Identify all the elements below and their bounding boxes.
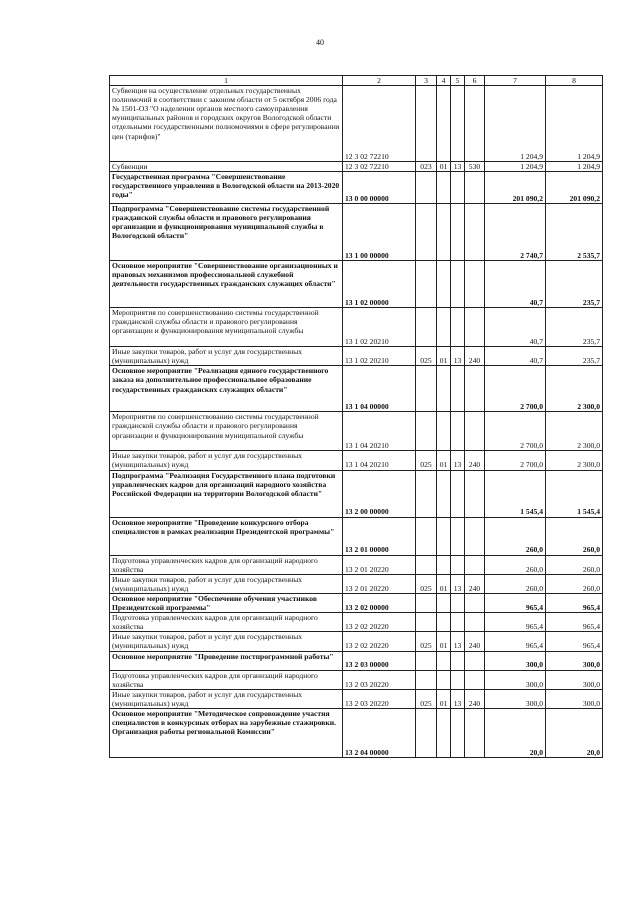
cell-amount-col7: 2 740,7 <box>485 204 546 261</box>
table-row <box>110 689 603 708</box>
header-cell-4: 4 <box>437 76 451 86</box>
cell-col3 <box>416 261 437 308</box>
cell-target-article: 13 1 04 00000 <box>343 366 416 412</box>
cell-amount-col8: 235,7 <box>546 347 603 366</box>
cell-col4: 01 <box>437 689 451 708</box>
cell-target-article: 13 2 03 20220 <box>343 689 416 708</box>
cell-name: Государственная программа "Совершенствование государственного управления в Вологодской области на 2013-2020 годы" <box>110 172 343 204</box>
cell-name: Субвенция на осуществление отдельных государственных полномочий в соответствии с законом области от 5 октября 2006 года № 1501-ОЗ "О наделении органов местного самоуправления муниципальных районов и городских округов Вологодской области отдельными государственными полномочиями в сфере регулирования цен (тарифов)" <box>110 86 343 162</box>
table-row <box>110 204 603 261</box>
cell-col4: 01 <box>437 451 451 470</box>
cell-target-article: 13 2 02 20220 <box>343 632 416 651</box>
cell-amount-col7: 40,7 <box>485 308 546 347</box>
cell-col6 <box>465 470 485 517</box>
table-row <box>110 613 603 632</box>
budget-table <box>109 75 603 758</box>
cell-amount-col8: 235,7 <box>546 261 603 308</box>
cell-col3 <box>416 593 437 612</box>
cell-col5 <box>451 366 465 412</box>
cell-name: Иные закупки товаров, работ и услуг для государственных (муниципальных) нужд <box>110 347 343 366</box>
cell-col6 <box>465 204 485 261</box>
table-row <box>110 651 603 670</box>
table-header-row <box>110 76 603 86</box>
cell-name: Основное мероприятие "Обеспечение обучения участников Президентской программы" <box>110 593 343 612</box>
cell-col6 <box>465 670 485 689</box>
table-row <box>110 308 603 347</box>
table-row <box>110 593 603 612</box>
header-cell-3: 3 <box>416 76 437 86</box>
cell-amount-col8: 235,7 <box>546 308 603 347</box>
cell-col5 <box>451 651 465 670</box>
cell-col5 <box>451 593 465 612</box>
cell-col5: 13 <box>451 689 465 708</box>
cell-target-article: 13 2 02 00000 <box>343 593 416 612</box>
cell-target-article: 13 2 03 20220 <box>343 670 416 689</box>
cell-target-article: 13 1 02 20210 <box>343 308 416 347</box>
cell-col4 <box>437 651 451 670</box>
cell-amount-col8: 965,4 <box>546 632 603 651</box>
cell-col5 <box>451 86 465 162</box>
table-row <box>110 412 603 451</box>
cell-amount-col8: 2 300,0 <box>546 366 603 412</box>
cell-name: Иные закупки товаров, работ и услуг для государственных (муниципальных) нужд <box>110 574 343 593</box>
cell-target-article: 13 2 02 20220 <box>343 613 416 632</box>
cell-col4 <box>437 517 451 555</box>
table-row <box>110 708 603 757</box>
cell-col6 <box>465 708 485 757</box>
cell-amount-col7: 965,4 <box>485 632 546 651</box>
cell-amount-col7: 2 700,0 <box>485 366 546 412</box>
cell-col6 <box>465 412 485 451</box>
table-row <box>110 632 603 651</box>
cell-amount-col8: 1 545,4 <box>546 470 603 517</box>
cell-target-article: 13 1 04 20210 <box>343 451 416 470</box>
cell-amount-col7: 300,0 <box>485 651 546 670</box>
cell-col3: 025 <box>416 451 437 470</box>
cell-col5: 13 <box>451 451 465 470</box>
cell-target-article: 13 2 00 00000 <box>343 470 416 517</box>
cell-name: Подготовка управленческих кадров для организаций народного хозяйства <box>110 555 343 574</box>
cell-col6 <box>465 517 485 555</box>
cell-name: Иные закупки товаров, работ и услуг для государственных (муниципальных) нужд <box>110 689 343 708</box>
cell-col3 <box>416 308 437 347</box>
cell-name: Основное мероприятие "Проведение постпрограммной работы" <box>110 651 343 670</box>
table-row <box>110 86 603 162</box>
table-row <box>110 162 603 172</box>
cell-col3 <box>416 670 437 689</box>
cell-col3: 025 <box>416 689 437 708</box>
cell-col6: 240 <box>465 451 485 470</box>
header-cell-8: 8 <box>546 76 603 86</box>
cell-name: Иные закупки товаров, работ и услуг для государственных (муниципальных) нужд <box>110 632 343 651</box>
table-row <box>110 574 603 593</box>
page-number: 40 <box>316 38 324 47</box>
cell-amount-col8: 1 204,9 <box>546 86 603 162</box>
cell-target-article: 12 3 02 72210 <box>343 162 416 172</box>
cell-col5 <box>451 204 465 261</box>
cell-col5: 13 <box>451 632 465 651</box>
cell-col6: 240 <box>465 689 485 708</box>
cell-col4 <box>437 412 451 451</box>
cell-col6 <box>465 86 485 162</box>
header-cell-5: 5 <box>451 76 465 86</box>
cell-name: Подготовка управленческих кадров для организаций народного хозяйства <box>110 670 343 689</box>
cell-target-article: 13 2 01 20220 <box>343 574 416 593</box>
cell-amount-col8: 965,4 <box>546 613 603 632</box>
table-row <box>110 172 603 204</box>
table-body <box>110 76 603 758</box>
cell-amount-col7: 300,0 <box>485 670 546 689</box>
cell-col4: 01 <box>437 574 451 593</box>
cell-name: Мероприятия по совершенствованию системы государственной гражданской службы области и правового регулирования организации и функционирования муниципальной службы <box>110 308 343 347</box>
cell-col5 <box>451 555 465 574</box>
cell-col3 <box>416 470 437 517</box>
header-cell-2: 2 <box>343 76 416 86</box>
cell-amount-col7: 40,7 <box>485 261 546 308</box>
cell-col4 <box>437 708 451 757</box>
cell-col6 <box>465 651 485 670</box>
cell-name: Мероприятия по совершенствованию системы государственной гражданской службы области и правового регулирования организации и функционирования муниципальной службы <box>110 412 343 451</box>
cell-col3 <box>416 555 437 574</box>
cell-name: Основное мероприятие "Методическое сопровождение участия специалистов в конкурсных отборах на зарубежные стажировки. Организация работы региональной Комиссии" <box>110 708 343 757</box>
cell-col4 <box>437 593 451 612</box>
cell-col5: 13 <box>451 574 465 593</box>
cell-amount-col7: 2 700,0 <box>485 412 546 451</box>
cell-amount-col8: 20,0 <box>546 708 603 757</box>
cell-name: Основное мероприятие "Проведение конкурсного отбора специалистов в рамках реализации Президентской программы" <box>110 517 343 555</box>
cell-col4: 01 <box>437 162 451 172</box>
cell-col4 <box>437 204 451 261</box>
cell-amount-col8: 260,0 <box>546 517 603 555</box>
header-cell-1: 1 <box>110 76 343 86</box>
cell-amount-col8: 2 535,7 <box>546 204 603 261</box>
cell-col3: 025 <box>416 632 437 651</box>
header-cell-7: 7 <box>485 76 546 86</box>
cell-col4 <box>437 670 451 689</box>
cell-target-article: 13 2 04 00000 <box>343 708 416 757</box>
cell-amount-col8: 260,0 <box>546 574 603 593</box>
cell-col4 <box>437 261 451 308</box>
cell-amount-col7: 260,0 <box>485 517 546 555</box>
cell-col5: 13 <box>451 347 465 366</box>
cell-col6 <box>465 308 485 347</box>
cell-col5 <box>451 261 465 308</box>
cell-amount-col7: 20,0 <box>485 708 546 757</box>
cell-amount-col7: 965,4 <box>485 613 546 632</box>
cell-col4: 01 <box>437 632 451 651</box>
cell-col3 <box>416 708 437 757</box>
cell-amount-col7: 2 700,0 <box>485 451 546 470</box>
cell-amount-col7: 260,0 <box>485 574 546 593</box>
cell-col3 <box>416 517 437 555</box>
cell-col3: 023 <box>416 162 437 172</box>
table-row <box>110 261 603 308</box>
cell-name: Иные закупки товаров, работ и услуг для государственных (муниципальных) нужд <box>110 451 343 470</box>
cell-target-article: 13 0 00 00000 <box>343 172 416 204</box>
cell-col3 <box>416 412 437 451</box>
cell-col6 <box>465 555 485 574</box>
table-row <box>110 555 603 574</box>
table-row <box>110 517 603 555</box>
cell-col3 <box>416 172 437 204</box>
cell-name: Подготовка управленческих кадров для организаций народного хозяйства <box>110 613 343 632</box>
cell-col6 <box>465 593 485 612</box>
cell-target-article: 13 2 03 00000 <box>343 651 416 670</box>
cell-name: Основное мероприятие "Совершенствование организационных и правовых механизмов профессиональной служебной деятельности государственных гражданских служащих области" <box>110 261 343 308</box>
table-row <box>110 670 603 689</box>
cell-col4 <box>437 470 451 517</box>
cell-amount-col7: 40,7 <box>485 347 546 366</box>
cell-col3 <box>416 651 437 670</box>
cell-name: Подпрограмма "Реализация Государственного плана подготовки управленческих кадров для организаций народного хозяйства Российской Федерации на территории Вологодской области" <box>110 470 343 517</box>
cell-amount-col8: 300,0 <box>546 689 603 708</box>
cell-target-article: 13 1 00 00000 <box>343 204 416 261</box>
header-cell-6: 6 <box>465 76 485 86</box>
cell-amount-col8: 2 300,0 <box>546 412 603 451</box>
cell-col5 <box>451 470 465 517</box>
cell-amount-col7: 1 545,4 <box>485 470 546 517</box>
cell-amount-col7: 260,0 <box>485 555 546 574</box>
cell-col6: 240 <box>465 347 485 366</box>
cell-amount-col8: 965,4 <box>546 593 603 612</box>
cell-col4 <box>437 613 451 632</box>
cell-col5 <box>451 613 465 632</box>
cell-col3 <box>416 204 437 261</box>
cell-col4 <box>437 86 451 162</box>
cell-amount-col7: 1 204,9 <box>485 162 546 172</box>
cell-col6 <box>465 366 485 412</box>
cell-col5 <box>451 308 465 347</box>
cell-target-article: 13 2 01 20220 <box>343 555 416 574</box>
cell-col6: 240 <box>465 574 485 593</box>
cell-amount-col7: 1 204,9 <box>485 86 546 162</box>
cell-col5 <box>451 517 465 555</box>
cell-amount-col7: 965,4 <box>485 593 546 612</box>
cell-target-article: 13 1 02 00000 <box>343 261 416 308</box>
cell-col3 <box>416 366 437 412</box>
cell-amount-col8: 2 300,0 <box>546 451 603 470</box>
cell-target-article: 13 1 04 20210 <box>343 412 416 451</box>
cell-col4 <box>437 366 451 412</box>
cell-col4: 01 <box>437 347 451 366</box>
cell-col5: 13 <box>451 162 465 172</box>
cell-amount-col8: 260,0 <box>546 555 603 574</box>
cell-col4 <box>437 172 451 204</box>
table-row <box>110 451 603 470</box>
cell-target-article: 12 3 02 72210 <box>343 86 416 162</box>
cell-col5 <box>451 708 465 757</box>
cell-col5 <box>451 670 465 689</box>
cell-amount-col7: 300,0 <box>485 689 546 708</box>
cell-target-article: 13 1 02 20210 <box>343 347 416 366</box>
cell-col6: 240 <box>465 632 485 651</box>
cell-col4 <box>437 308 451 347</box>
cell-col3 <box>416 613 437 632</box>
cell-col6 <box>465 613 485 632</box>
cell-target-article: 13 2 01 00000 <box>343 517 416 555</box>
cell-amount-col8: 201 090,2 <box>546 172 603 204</box>
table-row <box>110 347 603 366</box>
cell-col3: 025 <box>416 574 437 593</box>
cell-col5 <box>451 412 465 451</box>
cell-col4 <box>437 555 451 574</box>
cell-col6 <box>465 261 485 308</box>
table-row <box>110 366 603 412</box>
cell-col6 <box>465 172 485 204</box>
cell-name: Подпрограмма "Совершенствование системы государственной гражданской службы области и правового регулирования организации и функционирования муниципальной службы в Вологодской области" <box>110 204 343 261</box>
cell-name: Основное мероприятие "Реализация единого государственного заказа на дополнительное профессиональное образование государственных гражданских служащих области" <box>110 366 343 412</box>
cell-amount-col8: 300,0 <box>546 651 603 670</box>
cell-amount-col7: 201 090,2 <box>485 172 546 204</box>
cell-amount-col8: 1 204,9 <box>546 162 603 172</box>
cell-col3 <box>416 86 437 162</box>
cell-amount-col8: 300,0 <box>546 670 603 689</box>
cell-col6: 530 <box>465 162 485 172</box>
table-row <box>110 470 603 517</box>
cell-name: Субвенции <box>110 162 343 172</box>
cell-col5 <box>451 172 465 204</box>
cell-col3: 025 <box>416 347 437 366</box>
